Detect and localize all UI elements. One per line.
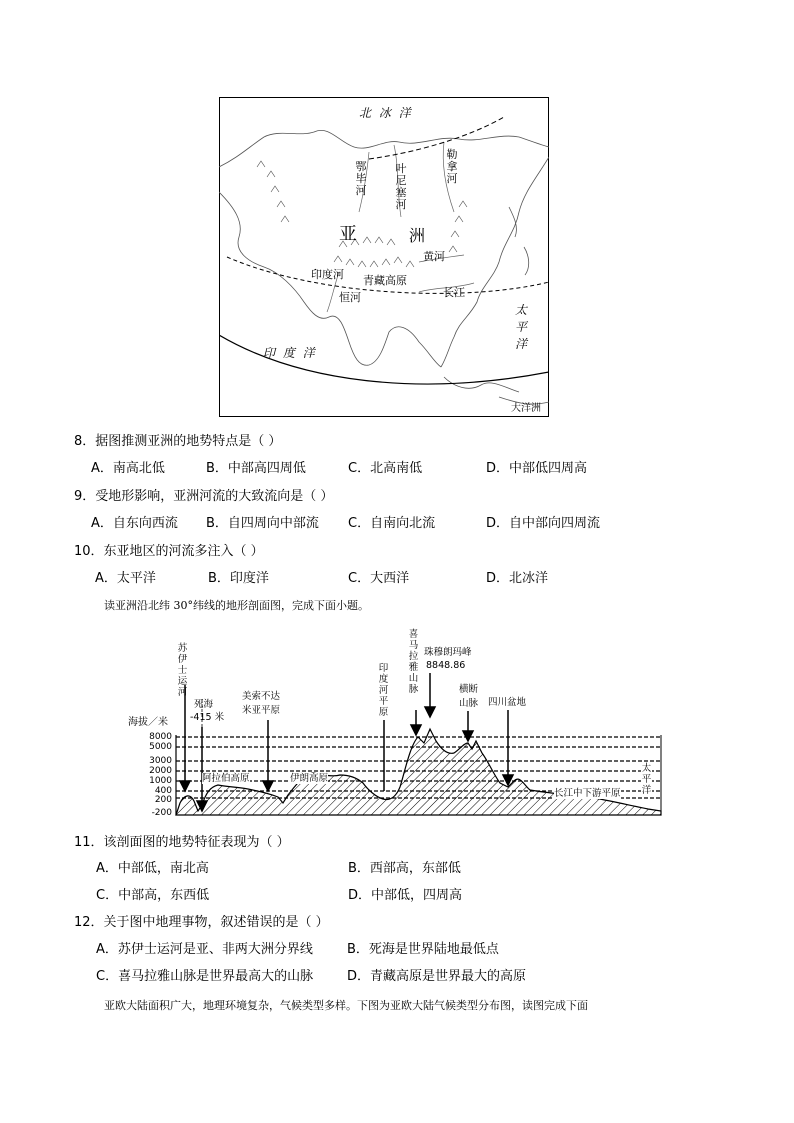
question-12-option-d[interactable]: D．青藏高原是世界最大的高原 bbox=[347, 969, 527, 984]
qinghai-tibet-label: 青藏高原 bbox=[363, 274, 407, 287]
mesopotamia-label-2: 米亚平原 bbox=[242, 705, 281, 716]
everest-height: 8848.86 bbox=[426, 660, 466, 671]
sichuan-basin-label: 四川盆地 bbox=[488, 697, 527, 708]
arctic-ocean-label: 北 冰 洋 bbox=[359, 106, 413, 120]
question-9-option-b[interactable]: B．自四周向中部流 bbox=[206, 516, 319, 531]
dead-sea-value: -415 米 bbox=[190, 712, 225, 723]
question-10-stem: 10．东亚地区的河流多注入（ ） bbox=[74, 544, 264, 559]
yangtze-river-label: 长江 bbox=[443, 286, 465, 299]
iranian-plateau-label: 伊朗高原 bbox=[290, 773, 329, 784]
question-9-option-c[interactable]: C．自南向北流 bbox=[348, 516, 436, 531]
ganges-river-label: 恒河 bbox=[339, 291, 361, 304]
yellow-river-label: 黄河 bbox=[423, 250, 445, 263]
asia-label-2: 洲 bbox=[409, 226, 426, 245]
mesopotamia-label-1: 美索不达 bbox=[242, 691, 281, 702]
question-11-option-d[interactable]: D．中部低，四周高 bbox=[348, 888, 463, 903]
pacific-label: 太平洋 bbox=[641, 763, 652, 796]
ob-river-label: 鄂毕河 bbox=[355, 160, 367, 197]
question-9-option-a[interactable]: A．自东向西流 bbox=[91, 516, 178, 531]
question-12-stem: 12．关于图中地理事物，叙述错误的是（ ） bbox=[74, 915, 329, 930]
indian-ocean-label: 印 度 洋 bbox=[263, 346, 317, 360]
yenisei-river-label: 叶尼塞河 bbox=[395, 162, 407, 211]
tick-2000: 2000 bbox=[149, 766, 172, 776]
tick-5000: 5000 bbox=[149, 742, 172, 752]
question-12-option-a[interactable]: A．苏伊士运河是亚、非两大洲分界线 bbox=[96, 942, 313, 957]
oceania-label: 大洋洲 bbox=[511, 403, 541, 414]
profile-ylabel: 海拔／米 bbox=[128, 717, 168, 728]
question-8-option-c[interactable]: C．北高南低 bbox=[348, 461, 423, 476]
tick-400: 400 bbox=[154, 786, 172, 796]
question-8-option-d[interactable]: D．中部低四周高 bbox=[486, 461, 588, 476]
question-11-stem: 11．该剖面图的地势特征表现为（ ） bbox=[74, 835, 290, 850]
arabian-plateau-label: 阿拉伯高原 bbox=[202, 773, 250, 784]
indus-plain-label: 印度河平原 bbox=[378, 663, 389, 718]
tick-200: 200 bbox=[154, 795, 172, 805]
question-12-option-c[interactable]: C．喜马拉雅山脉是世界最高大的山脉 bbox=[96, 969, 314, 984]
profile-intro: 读亚洲沿北纬 30°纬线的地形剖面图，完成下面小题。 bbox=[104, 599, 369, 612]
question-11-option-b[interactable]: B．西部高，东部低 bbox=[348, 861, 461, 876]
question-8-option-a[interactable]: A．南高北低 bbox=[91, 461, 165, 476]
tick-3000: 3000 bbox=[149, 756, 172, 766]
question-9-option-d[interactable]: D．自中部向四周流 bbox=[486, 516, 601, 531]
question-11-option-a[interactable]: A．中部低，南北高 bbox=[96, 861, 209, 876]
question-9-stem: 9．受地形影响，亚洲河流的大致流向是（ ） bbox=[74, 489, 334, 504]
question-8-stem: 8．据图推测亚洲的地势特点是（ ） bbox=[74, 434, 282, 449]
question-10-option-d[interactable]: D．北冰洋 bbox=[486, 571, 549, 586]
question-12-option-b[interactable]: B．死海是世界陆地最低点 bbox=[347, 942, 499, 957]
tick-minus-200: -200 bbox=[151, 808, 172, 818]
yangtze-plain-label: 长江中下游平原 bbox=[554, 788, 621, 799]
dead-sea-label: 死海 bbox=[194, 699, 214, 710]
indus-river-label: 印度河 bbox=[311, 268, 344, 281]
asia-map-graphic bbox=[219, 97, 549, 417]
asia-label: 亚 bbox=[339, 224, 357, 245]
everest-label: 珠穆朗玛峰 bbox=[424, 647, 472, 658]
asia-map bbox=[219, 97, 549, 417]
lena-river-label: 勒拿河 bbox=[446, 148, 458, 185]
question-11-option-c[interactable]: C．中部高，东西低 bbox=[96, 888, 210, 903]
question-10-option-a[interactable]: A．太平洋 bbox=[95, 571, 156, 586]
suez-canal-label: 苏伊士运河 bbox=[177, 643, 188, 698]
tick-1000: 1000 bbox=[149, 776, 172, 786]
terrain-profile bbox=[128, 625, 668, 820]
hengduan-label: 横断山脉 bbox=[459, 684, 479, 709]
himalaya-label: 喜马拉雅山脉 bbox=[408, 629, 419, 695]
question-8-option-b[interactable]: B．中部高四周低 bbox=[206, 461, 306, 476]
climate-intro: 亚欧大陆面积广大，地理环境复杂，气候类型多样。下图为亚欧大陆气候类型分布图，读图完成下面 bbox=[104, 999, 588, 1012]
question-10-option-c[interactable]: C．大西洋 bbox=[348, 571, 410, 586]
pacific-ocean-label: 太平洋 bbox=[515, 303, 528, 351]
tick-8000: 8000 bbox=[149, 732, 172, 742]
question-10-option-b[interactable]: B．印度洋 bbox=[208, 571, 269, 586]
